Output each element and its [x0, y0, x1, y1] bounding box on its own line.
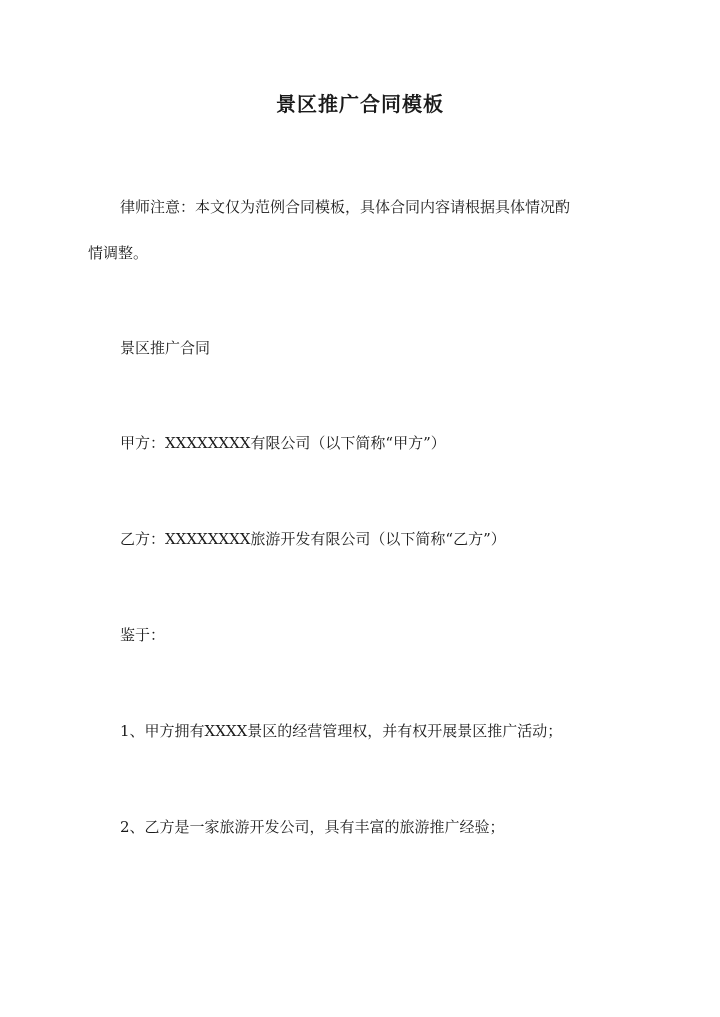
- whereas-heading: 鉴于：: [120, 626, 166, 644]
- document-title: 景区推广合同模板: [276, 92, 444, 116]
- lawyer-note-line-2: 情调整。: [88, 244, 149, 262]
- recital-item: 2、乙方是一家旅游开发公司，具有丰富的旅游推广经验；: [120, 818, 505, 836]
- party-a-line: 甲方：XXXXXXXX有限公司（以下简称“甲方”）: [120, 434, 446, 452]
- party-b-line: 乙方：XXXXXXXX旅游开发有限公司（以下简称“乙方”）: [120, 530, 506, 548]
- contract-title: 景区推广合同: [120, 339, 211, 357]
- recital-item: 1、甲方拥有XXXX景区的经营管理权，并有权开展景区推广活动；: [120, 722, 563, 740]
- lawyer-note-line-1: 律师注意：本文仅为范例合同模板，具体合同内容请根据具体情况酌: [120, 198, 571, 216]
